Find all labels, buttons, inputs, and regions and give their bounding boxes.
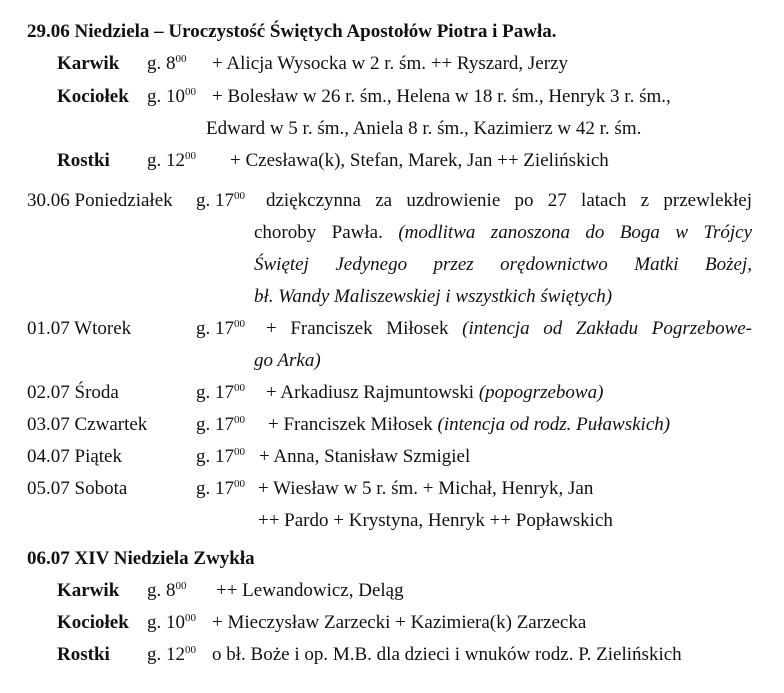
place-kociolek: Kociołek	[57, 86, 129, 107]
place-rostki: Rostki	[57, 150, 110, 171]
time-sobota: g. $17^{00}$	[196, 478, 245, 499]
date-wtorek: 01.07 Wtorek	[27, 318, 132, 339]
intention-sroda: + Arkadiusz Rajmuntowski (popogrzebowa)	[266, 382, 604, 403]
intention-czwartek: + Franciszek Miłosek (intencja od rodz. Puławskich)	[268, 414, 671, 435]
time-kociolek-2: g. $10^{00}$	[147, 612, 196, 633]
intention-poniedzialek-l3: Świętej Jedynego przez orędownictwo Matki Bożej,	[254, 254, 752, 275]
day1-heading: 29.06 Niedziela – Uroczystość Świętych Apostołów Piotra i Pawła.	[27, 21, 557, 42]
place-kociolek-2: Kociołek	[57, 612, 129, 633]
date-piatek: 04.07 Piątek	[27, 446, 122, 467]
time-rostki: g. $12^{00}$	[147, 150, 196, 171]
time-kociolek: g. $10^{00}$	[147, 86, 196, 107]
intention-sobota-cont: ++ Pardo + Krystyna, Henryk ++ Popławskich	[258, 510, 613, 531]
time-rostki-2: g. $12^{00}$	[147, 644, 196, 665]
date-sroda: 02.07 Środa	[27, 382, 119, 403]
intention-wtorek: + Franciszek Miłosek (intencja od Zakładu Pogrzebowe-	[266, 318, 753, 339]
intention-kociolek-2: + Mieczysław Zarzecki + Kazimiera(k) Zarzecka	[212, 612, 587, 633]
intention-sobota: + Wiesław w 5 r. śm. + Michał, Henryk, Jan	[258, 478, 594, 499]
place-karwik: Karwik	[57, 53, 120, 74]
date-czwartek: 03.07 Czwartek	[27, 414, 148, 435]
intention-kociolek: + Bolesław w 26 r. śm., Helena w 18 r. śm., Henryk 3 r. śm.,	[212, 86, 671, 107]
time-wtorek: g. $17^{00}$	[196, 318, 245, 339]
date-sobota: 05.07 Sobota	[27, 478, 128, 499]
time-piatek: g. $17^{00}$	[196, 446, 245, 467]
intention-rostki-2: o bł. Boże i op. M.B. dla dzieci i wnuków rodz. P. Zielińskich	[212, 644, 682, 665]
time-karwik: g. $8^{00}$	[147, 53, 187, 74]
intention-poniedzialek-l2: choroby Pawła. (modlitwa zanoszona do Boga w Trójcy	[254, 222, 753, 243]
time-czwartek: g. $17^{00}$	[196, 414, 245, 435]
intention-karwik-2: ++ Lewandowicz, Deląg	[216, 580, 404, 601]
intention-kociolek-cont: Edward w 5 r. śm., Aniela 8 r. śm., Kazimierz w 42 r. śm.	[206, 118, 642, 139]
intention-wtorek-cont: go Arka)	[254, 350, 321, 371]
day2-heading: 06.07 XIV Niedziela Zwykła	[27, 548, 255, 569]
intention-piatek: + Anna, Stanisław Szmigiel	[259, 446, 471, 467]
time-poniedzialek: g. $17^{00}$	[196, 190, 245, 211]
date-poniedzialek: 30.06 Poniedziałek	[27, 190, 173, 211]
place-karwik-2: Karwik	[57, 580, 120, 601]
time-karwik-2: g. $8^{00}$	[147, 580, 187, 601]
intention-karwik: + Alicja Wysocka w 2 r. śm. ++ Ryszard, Jerzy	[212, 53, 568, 74]
time-sroda: g. $17^{00}$	[196, 382, 245, 403]
place-rostki-2: Rostki	[57, 644, 110, 665]
intention-rostki: + Czesława(k), Stefan, Marek, Jan ++ Zielińskich	[230, 150, 609, 171]
intention-poniedzialek-l4: bł. Wandy Maliszewskiej i wszystkich świętych)	[254, 286, 613, 307]
intention-poniedzialek: dziękczynna za uzdrowienie po 27 latach z przewlekłej	[266, 190, 752, 211]
